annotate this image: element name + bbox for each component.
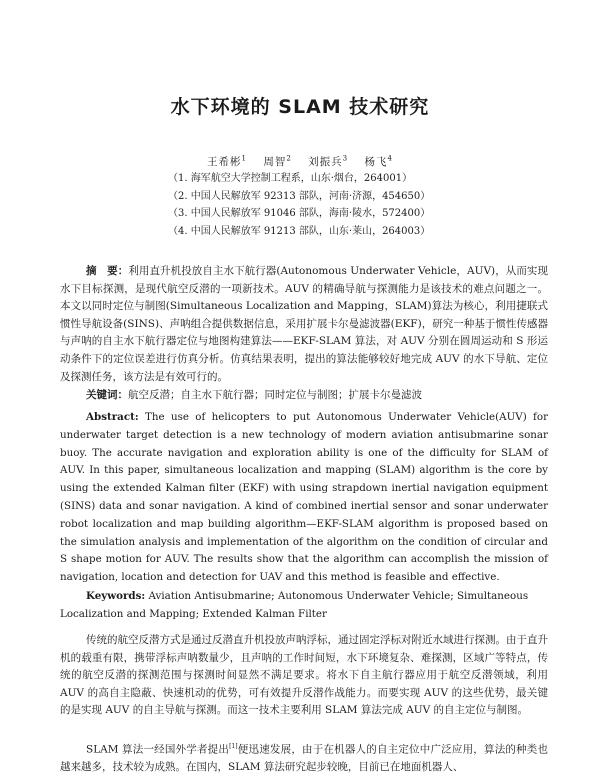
english-abstract [60,409,548,587]
affiliation-line: （3. 中国人民解放军 91046 部队，海南·陵水，572400） [168,208,431,220]
author-affil-marker: 4 [387,154,393,163]
paper-title: 水下环境的 SLAM 技术研究 [170,96,430,118]
author-name: 刘振兵 [308,156,343,168]
author-affil-marker: 2 [286,154,292,163]
english-keywords [60,588,548,624]
chinese-abstract-text: 利用直升机投放自主水下航行器(Autonomous Underwater Vehicle，AUV)，从而实现水下目标探测，是现代航空反潜的一项新技术。AUV 的精确导航与探测能力是该技术的难点问题之一。本文以同时定位与制图(Simultaneous Localization and Mapping，SLAM)算法为核心，利用捷联式惯性导航设备(SINS)、声呐组合提供数据信息，采用扩展卡尔曼滤波器(EKF)，研究一种基于惯性传感器与声呐的自主水下航行器定位与地图构建算法——EKF-SLAM 算法，对 AUV 分别在圆周运动和 S 形运动条件下的定位误差进行仿真分析。仿真结果表明，提出的算法能够较好地完成 AUV 的水下导航、定位及探测任务，该方法是有效可行的。 [60,265,548,383]
chinese-abstract [60,263,548,386]
chinese-keywords [86,387,548,402]
author-name: 杨飞 [364,156,388,168]
body-paragraph [60,738,548,777]
english-keywords-label: Keywords: [86,590,146,602]
chinese-keywords-text: 航空反潜；自主水下航行器；同时定位与制图；扩展卡尔曼滤波 [128,389,422,401]
affiliation-line: （1. 海军航空大学控制工程系，山东·烟台，264001） [168,173,413,184]
body-text: SLAM 算法一经国外学者提出 [86,743,230,756]
author-name: 周智 [263,156,287,168]
affiliation-line: （2. 中国人民解放军 92313 部队，河南·济源，454650） [168,190,431,202]
author-list [0,154,600,169]
author-affil-marker: 3 [342,154,349,163]
chinese-keywords-label: 关键词： [86,389,128,401]
body-paragraph: 传统的航空反潜方式是通过反潜直升机投放声呐浮标，通过固定浮标对附近水域进行探测。由于直升机的载重有限，携带浮标声呐数量少，且声呐的工作时间短，水下环境复杂、难探测，区域广等特点，传统的航空反潜的探测范围与探测时间显然不满足要求。将水下自主航行器应用于航空反潜领域，利用 AUV 的高自主隐蔽、快速机动的优势，可有效提升反潜作战能力。而要实现 AUV 的这些优势，最关键的是实现 AUV 的自主导航与探测。而这一技术主要利用 SLAM 算法完成 AUV 的自主定位与制图。 [60,634,548,717]
english-abstract-label: Abstract: [86,411,139,423]
affiliation-line: （4. 中国人民解放军 91213 部队，山东·莱山，264003） [168,225,431,237]
author-affil-marker: 1 [241,154,248,163]
author [308,156,348,168]
author [263,156,291,168]
chinese-abstract-label: 摘 要： [86,265,129,277]
body-text: 便迅速发展，由于在机器人的自主定位中广泛应用，算法的种类也越来越多，技术较为成熟。在国内，SLAM 算法研究起步较晚，目前已在地面机器人、 [60,743,549,774]
author [207,156,247,168]
affiliation-list [168,170,468,240]
author-name: 王希彬 [207,156,242,168]
english-abstract-text: The use of helicopters to put Autonomous Underwater Vehicle(AUV) for underwater target detection is a new technology of modern aviation antisubmarine sonar buoy. The accurate navigation and exploration ability is one of the difficulty for SLAM of AUV. In this paper, simultaneous localization and mapping (SLAM) algorithm is the core by using the extended Kalman filter (EKF) with using strapdown inertial navigation equipment (SINS) data and sonar navigation. A kind of combined inertial sensor and sonar underwater robot localization and map building algorithm—EKF-SLAM algorithm is proposed based on the simulation analysis and implementation of the algorithm on the condition of circular and S shape motion for AUV. The results show that the algorithm can accomplish the mission of navigation, location and detection for UAV and this method is feasible and effective. [60,411,548,584]
citation-marker[interactable]: [1] [229,743,238,750]
author [364,156,392,168]
english-keywords-text: Aviation Antisubmarine; Autonomous Underwater Vehicle; Simultaneous Localization and Mapping; Extended Kalman Filter [60,590,529,620]
